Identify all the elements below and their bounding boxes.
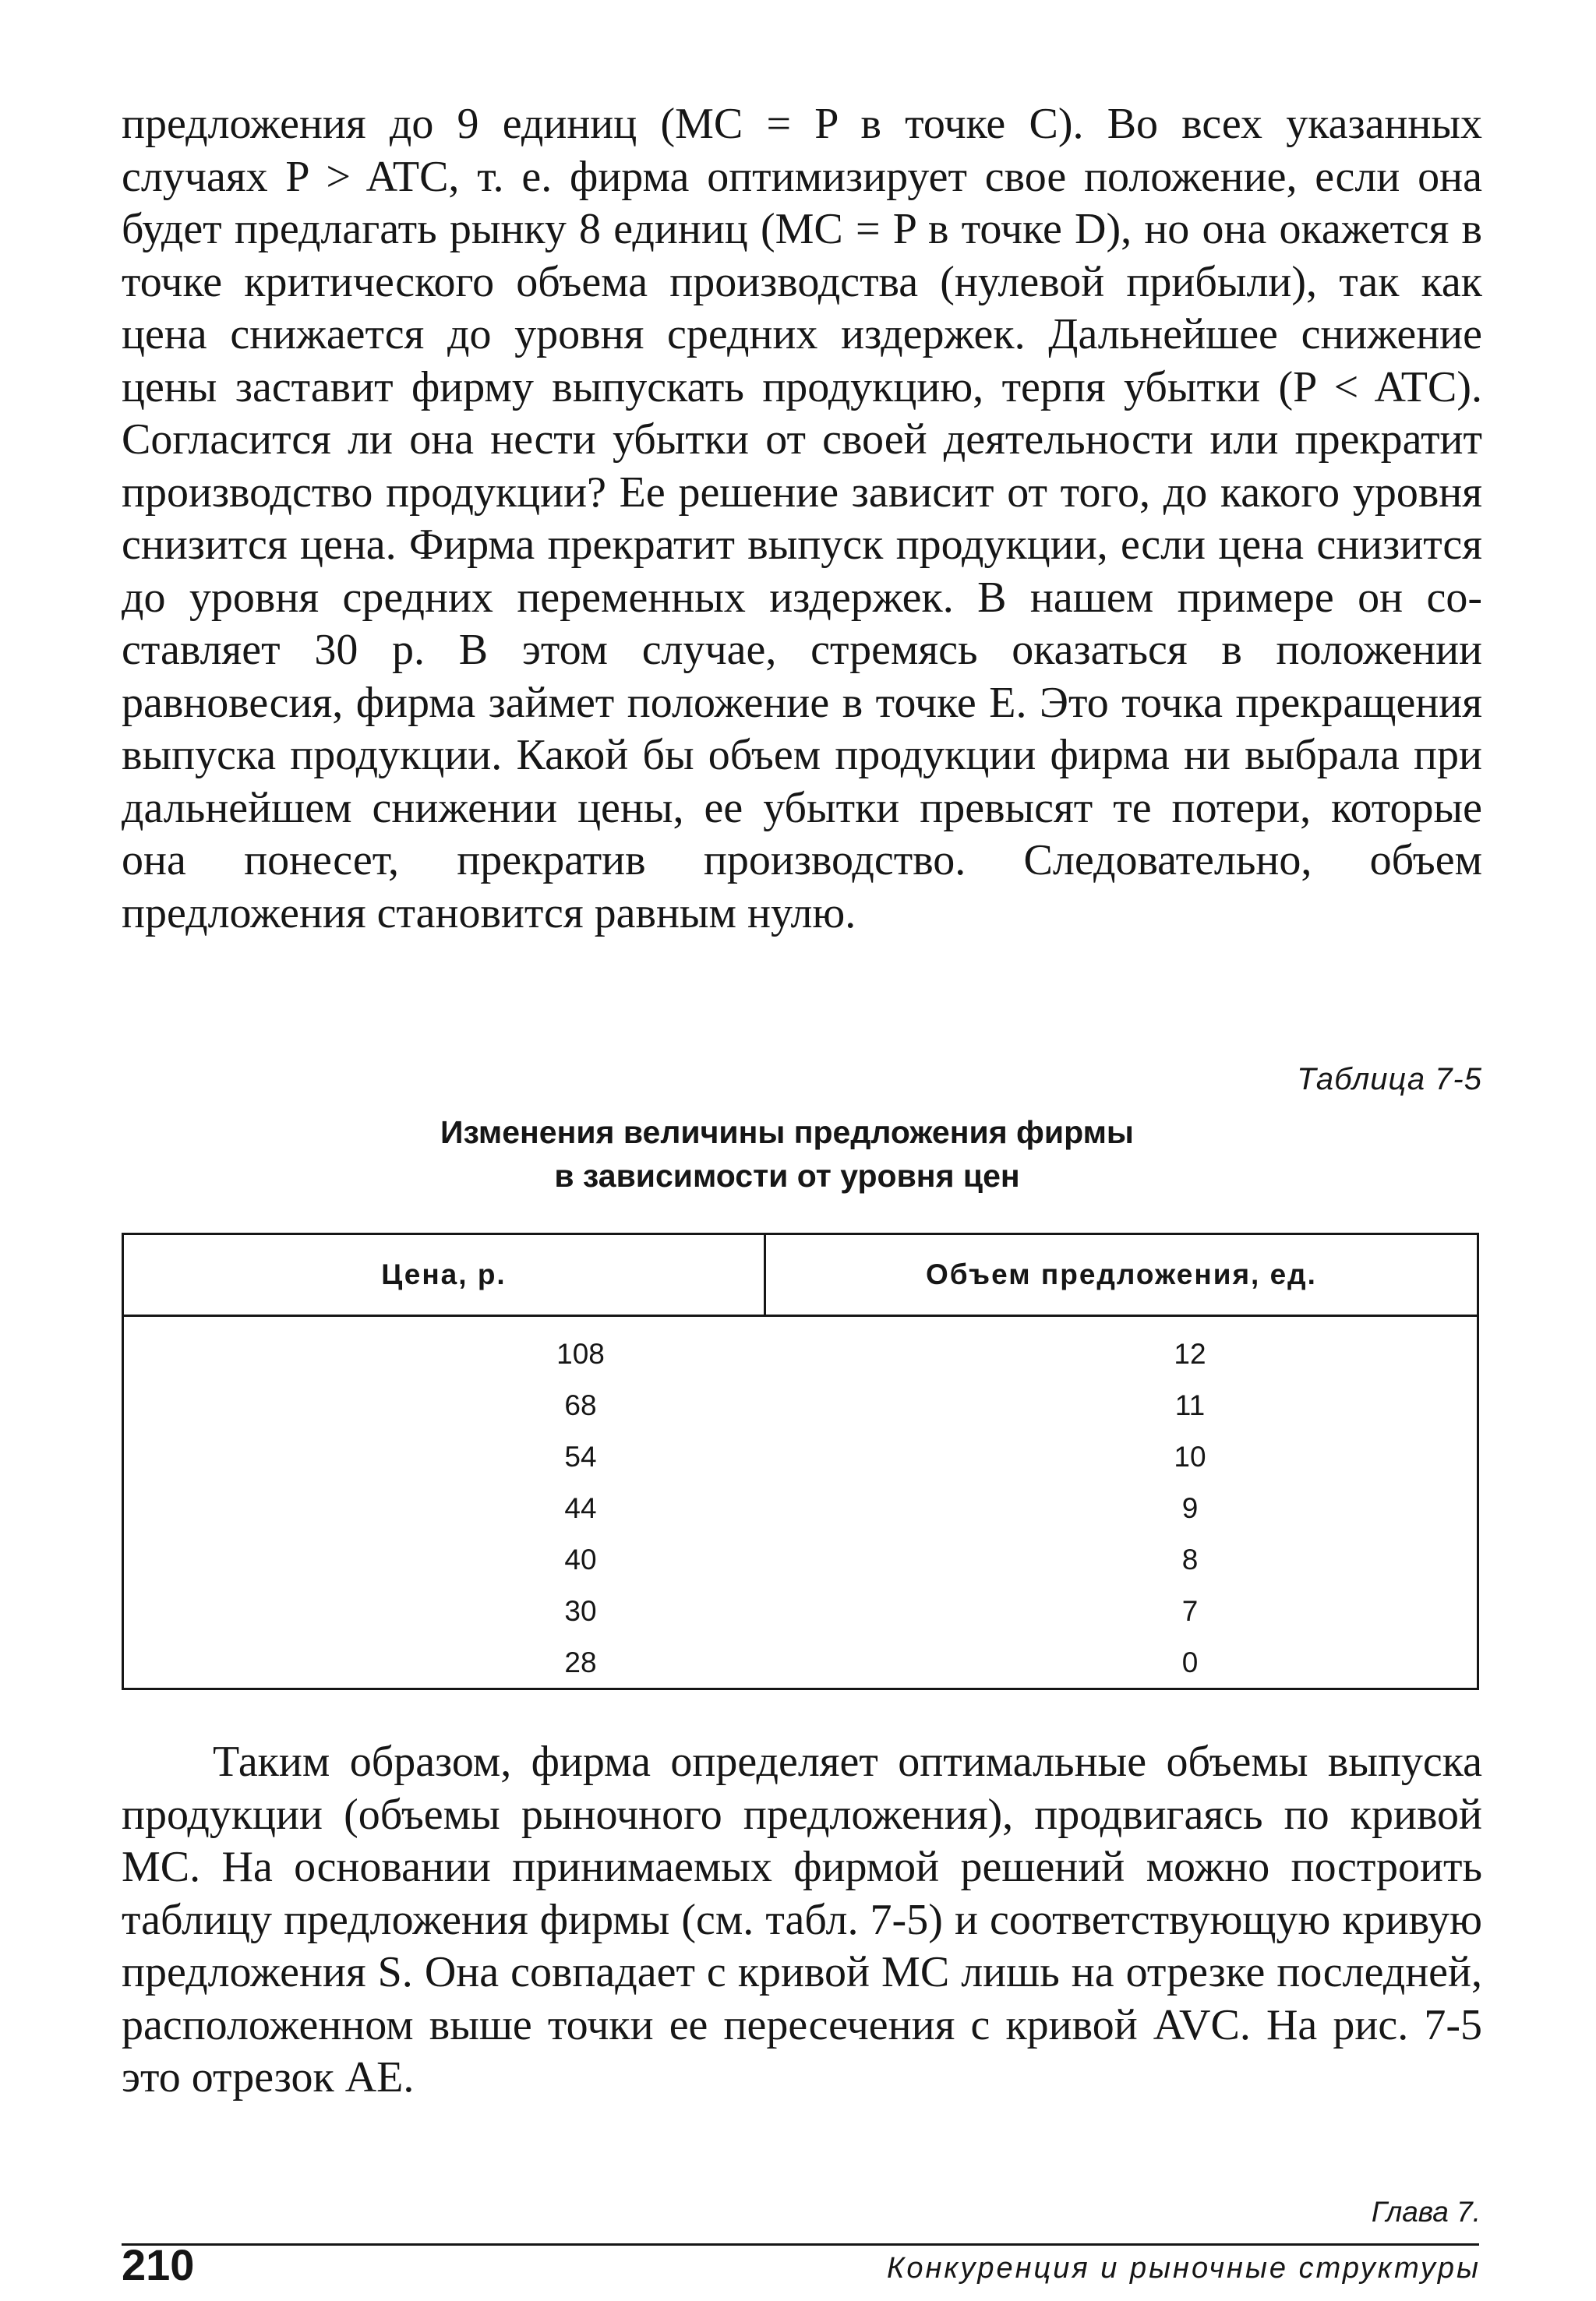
column-header-quantity: Объем предложения, ед. [926,1258,1317,1290]
table-row [124,1637,1477,1689]
quantity-cell: 0 [1181,1646,1199,1678]
table-row [124,1586,1477,1637]
quantity-cell: 11 [1174,1389,1206,1421]
table-title [281,1110,1294,1198]
running-title: Конкуренция и рыночные структуры [886,2252,1481,2285]
table-header-row [124,1235,1477,1317]
quantity-cell: 10 [1174,1441,1206,1473]
paragraph-supply-decisions: предложения до 9 единиц (MC = P в точке C). Во всех указанных случаях P > ATC, т. е. фирма оптимизирует свое положение, если она будет предлагать рынку 8 единиц (MC = P в точке D), но она окажется в точке критического объема производства (нулевой прибыли), так как цена снижается до уровня средних издержек. Дальнейшее снижение цены заставит фирму выпускать продукцию, терпя убытки (P < ATC). Согласится ли она нести убытки от своей деятельности или прекратит производство продукции? Ее решение зависит от того, до какого уровня снизится цена. Фирма прекратит выпуск продукции, если цена снизится до уровня средних переменных издержек. В нашем примере он составляет 30 р. В этом случае, стремясь оказаться в положении равновесия, фирма займет положение в точке E. Это точка прекращения выпуска продукции. Какой бы объем продукции фирма ни выбрала при дальнейшем снижении цены, ее убытки превысят те потери, которые она понесет, прекратив производство. Следовательно, объем предложения становится равным нулю. [122,100,1483,937]
table-title-line-1: Изменения величины предложения фирмы [440,1114,1134,1150]
price-cell: 44 [564,1492,597,1524]
quantity-cell: 12 [1174,1338,1206,1370]
table-row [124,1534,1477,1586]
table-row [124,1483,1477,1534]
column-header-price: Цена, р. [124,1235,766,1315]
table-title-line-2: в зависимости от уровня цен [554,1158,1020,1194]
quantity-cell: 7 [1181,1595,1199,1627]
price-cell: 30 [564,1595,597,1627]
supply-table [122,1233,1479,1690]
table-body [124,1329,1477,1689]
page-number: 210 [122,2240,195,2289]
table-row [124,1380,1477,1431]
quantity-cell: 8 [1181,1544,1199,1576]
price-cell: 40 [564,1544,597,1576]
quantity-cell: 9 [1181,1492,1199,1524]
chapter-label: Глава 7. [1371,2196,1481,2228]
paragraph-supply-curve: Таким образом, фирма определяет оптимальные объемы выпуска продукции (объемы рыночного предложения), продвигаясь по кривой MC. На основании принимаемых фирмой решений можно построить таблицу предложения фирмы (см. табл. 7-5) и соответствующую кривую предложения S. Она совпадает с кривой MC лишь на отрезке последней, расположенном выше точки ее пересечения с кривой AVC. На рис. 7-5 это отрезок AE. [122,1738,1482,2102]
table-row [124,1329,1477,1380]
price-cell: 68 [564,1389,597,1421]
price-cell: 108 [556,1338,605,1370]
price-cell: 28 [564,1646,597,1678]
table-row [124,1431,1477,1483]
footer-divider [122,2243,1479,2246]
table-number-label: Таблица 7-5 [1297,1062,1482,1096]
price-cell: 54 [564,1441,597,1473]
